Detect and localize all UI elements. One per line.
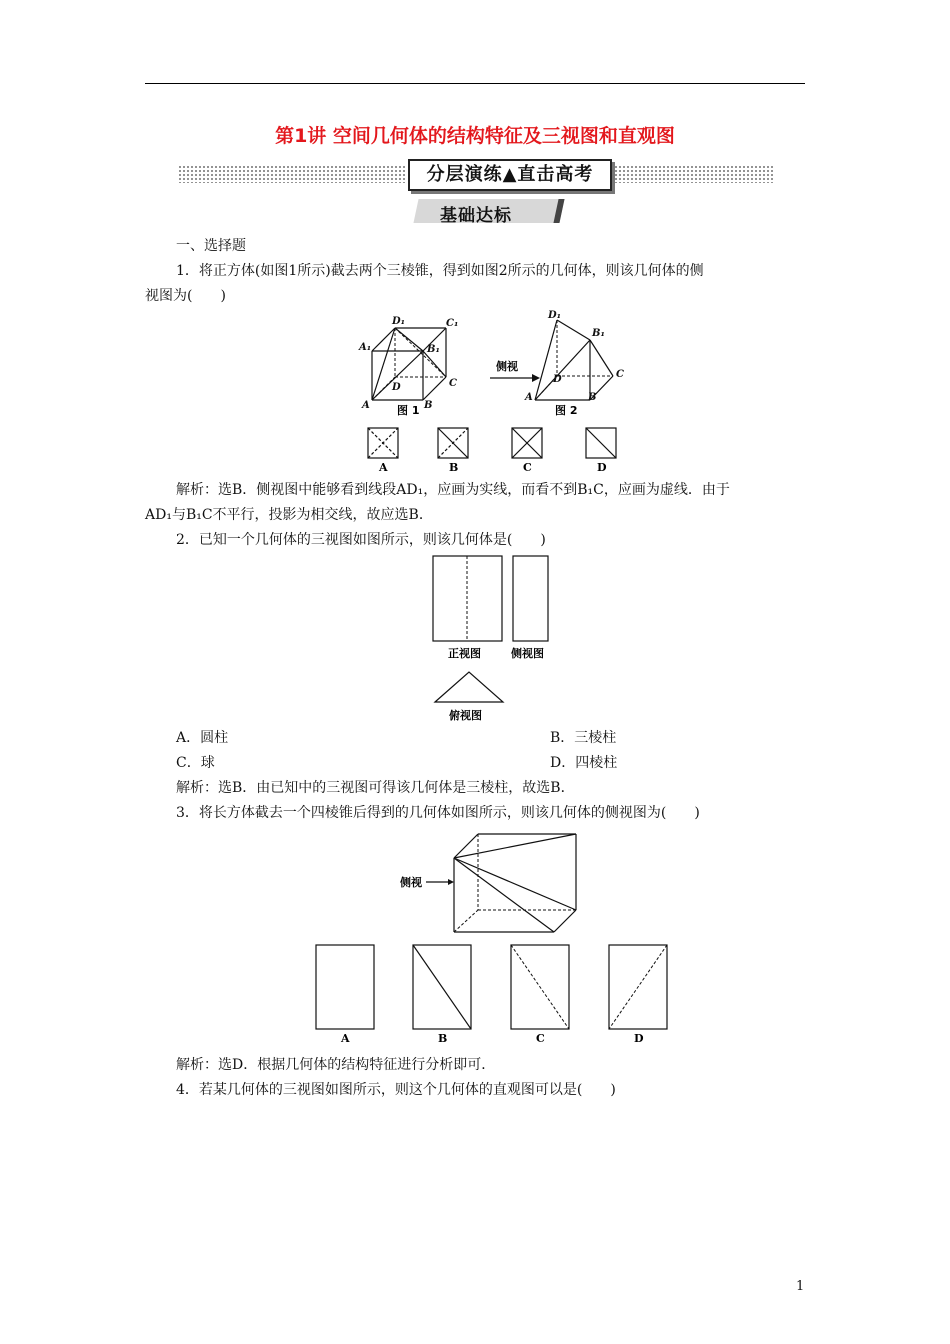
q2-side-view-label: 侧视图 [511,647,544,660]
q1-label-C1: C₁ [446,318,459,329]
header-rule [145,83,805,84]
q3-options [312,942,672,1047]
q1-label-B1: B₁ [427,344,440,355]
q2-option-d: D．四棱柱 [550,755,618,771]
q1-label-D: D [392,382,401,393]
q1-arrow-label: 侧视 [496,360,518,373]
q1-label-A: A [362,400,370,411]
q3-text: 3．将长方体截去一个四棱锥后得到的几何体如图所示，则该几何体的侧视图为( ) [176,805,700,821]
q1-label-B: B [424,400,433,411]
section-banner: 分层演练▲直击高考 [408,159,612,191]
q1-label-C: C [449,378,457,389]
q1-fig2-label-D: D [553,374,562,385]
q3-option-c: C [536,1032,545,1045]
q2-front-view-label: 正视图 [448,647,481,660]
banner-dots-right [614,165,774,183]
q1-fig2-label-D1: D₁ [548,310,562,321]
lesson-title: 第1讲 空间几何体的结构特征及三视图和直观图 [275,125,675,147]
q3-option-a: A [341,1032,350,1045]
q3-solution: 解析：选D．根据几何体的结构特征进行分析即可． [176,1057,496,1073]
q1-fig2-label-A: A [525,392,533,403]
q2-option-b: B．三棱柱 [550,730,617,746]
section-heading: 一、选择题 [176,238,246,254]
page-number: 1 [796,1279,805,1294]
fig1-caption: 图 1 [397,404,420,417]
q1-text-line1: 1．将正方体(如图1所示)截去两个三棱锥，得到如图2所示的几何体，则该几何体的侧 [176,263,704,279]
fig2-caption: 图 2 [555,404,578,417]
banner-dots-left [178,165,406,183]
q1-solution-line2: AD₁与B₁C不平行，投影为相交线，故应选B． [145,507,433,523]
q2-solution: 解析：选B．由已知中的三视图可得该几何体是三棱柱，故选B． [176,780,575,796]
q3-solid-figure [396,830,596,935]
q2-option-c: C．球 [176,755,215,771]
q1-figures [350,308,650,420]
q1-fig2-label-C: C [616,369,624,380]
level-tag: 基础达标 [440,206,512,226]
q1-option-a: A [379,461,388,474]
q1-option-c: C [523,461,532,474]
q4-text: 4．若某几何体的三视图如图所示，则这个几何体的直观图可以是( ) [176,1082,616,1098]
q1-solution-line1: 解析：选B．侧视图中能够看到线段AD₁，应画为实线，而看不到B₁C，应画为虚线．由于 [176,482,730,498]
q1-options [366,426,626,476]
q3-option-d: D [634,1032,644,1045]
q1-label-D1: D₁ [392,316,406,327]
q1-fig2-label-B: B [588,392,597,403]
q1-text-line2: 视图为( ) [145,288,226,304]
q1-option-b: B [449,461,459,474]
q1-label-A1: A₁ [359,342,372,353]
q2-top-view-label: 俯视图 [449,709,482,722]
q2-option-a: A．圆柱 [176,730,229,746]
q1-option-d: D [597,461,607,474]
q3-option-b: B [438,1032,448,1045]
q3-arrow-label: 侧视 [400,876,422,889]
q2-three-views [425,553,565,725]
q1-fig2-label-B1: B₁ [592,328,605,339]
q2-text: 2．已知一个几何体的三视图如图所示，则该几何体是( ) [176,532,546,548]
